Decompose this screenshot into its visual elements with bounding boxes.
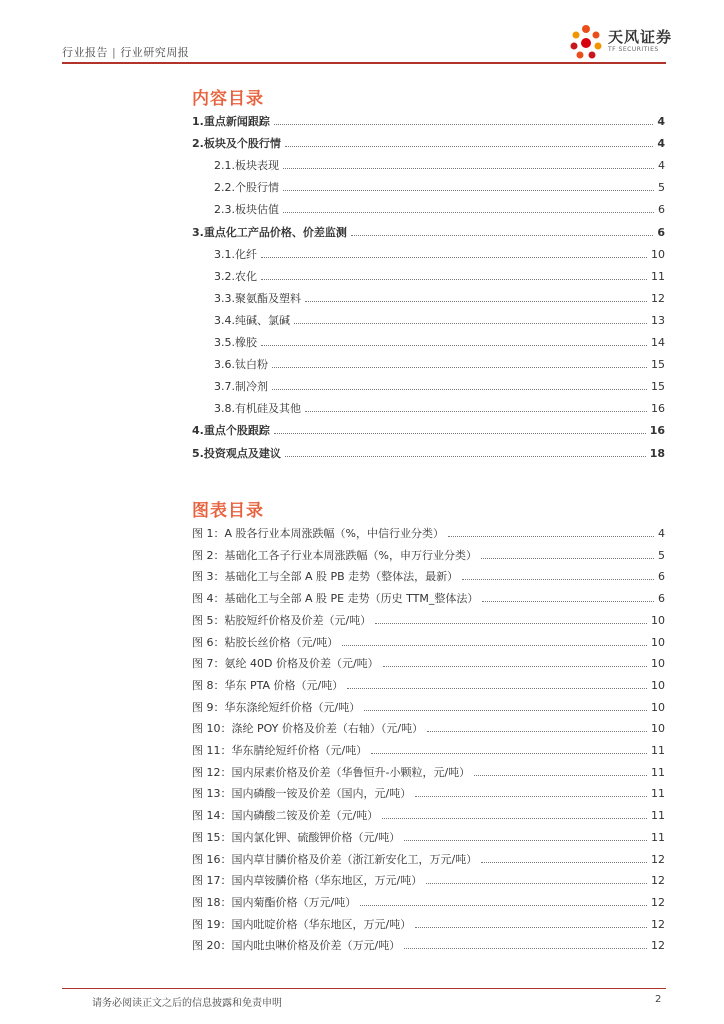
entry-label: 图 13：国内磷酸一铵及价差（国内，元/吨） <box>192 787 412 801</box>
entry-label: 图 8：华东 PTA 价格（元/吨） <box>192 678 344 692</box>
report-category <box>62 44 189 60</box>
dot-leader <box>415 926 647 928</box>
contents-title: 内容目录 <box>192 89 264 109</box>
category-label: 行业报告 <box>62 46 108 59</box>
figure-entry[interactable] <box>192 894 665 908</box>
dot-leader <box>261 278 647 280</box>
entry-page: 11 <box>651 269 665 283</box>
toc-subentry[interactable] <box>214 334 665 348</box>
entry-page: 5 <box>658 181 665 195</box>
brand-logo <box>567 22 677 62</box>
entry-page: 12 <box>651 852 665 866</box>
entry-page: 12 <box>651 895 665 909</box>
entry-label: 图 6：粘胶长丝价格（元/吨） <box>192 635 339 649</box>
entry-page: 4 <box>658 527 665 540</box>
entry-label: 图 17：国内草铵膦价格（华东地区，万元/吨） <box>192 874 423 888</box>
entry-page: 15 <box>651 358 665 372</box>
entry-label: 图 2：基础化工各子行业本周涨跌幅（%，申万行业分类） <box>192 548 477 562</box>
figure-entry[interactable] <box>192 612 665 626</box>
entry-page: 11 <box>651 765 665 779</box>
subcategory-label: 行业研究周报 <box>120 46 190 59</box>
entry-page: 6 <box>657 225 665 239</box>
dot-leader <box>305 410 647 412</box>
toc-subentry[interactable] <box>214 312 665 326</box>
toc-entry[interactable] <box>192 135 665 149</box>
toc-subentry[interactable] <box>214 179 665 193</box>
entry-label: 图 14：国内磷酸二铵及价差（元/吨） <box>192 809 379 823</box>
toc-subentry[interactable] <box>214 356 665 370</box>
dot-leader <box>383 665 647 667</box>
dot-leader <box>360 904 647 906</box>
figure-entry[interactable] <box>192 807 665 821</box>
dot-leader <box>283 189 654 191</box>
entry-label: 3.8.有机硅及其他 <box>214 402 301 416</box>
entry-label: 3.1.化纤 <box>214 247 257 261</box>
figure-entry[interactable] <box>192 525 665 539</box>
dot-leader <box>364 709 647 711</box>
flower-logo-icon <box>567 22 605 60</box>
figure-entry[interactable] <box>192 764 665 778</box>
brand-subtitle: TF SECURITIES <box>608 46 659 53</box>
entry-page: 12 <box>651 874 665 888</box>
dot-leader <box>404 839 647 841</box>
entry-page: 11 <box>651 744 665 757</box>
entry-label: 2.1.板块表现 <box>214 159 279 173</box>
entry-page: 11 <box>651 787 665 801</box>
entry-page: 15 <box>651 380 665 394</box>
entry-page: 10 <box>651 657 665 671</box>
entry-label: 1.重点新闻跟踪 <box>192 115 270 128</box>
entry-label: 3.6.钛白粉 <box>214 358 268 372</box>
entry-page: 12 <box>651 917 665 931</box>
entry-label: 图 10：涤纶 POY 价格及价差（右轴）（元/吨） <box>192 722 424 736</box>
entry-page: 10 <box>651 613 665 627</box>
entry-page: 12 <box>651 939 665 953</box>
dot-leader <box>283 167 654 169</box>
toc-subentry[interactable] <box>214 378 665 392</box>
figure-entry[interactable] <box>192 568 665 582</box>
entry-page: 18 <box>649 446 665 460</box>
entry-page: 10 <box>651 700 665 714</box>
entry-label: 2.2.个股行情 <box>214 181 279 195</box>
figure-entry[interactable] <box>192 655 665 669</box>
dot-leader <box>382 817 647 819</box>
figure-entry[interactable] <box>192 829 665 843</box>
entry-label: 5.投资观点及建议 <box>192 446 281 460</box>
entry-page: 16 <box>651 402 665 416</box>
figure-entry[interactable] <box>192 699 665 713</box>
entry-label: 图 9：华东涤纶短纤价格（元/吨） <box>192 700 361 714</box>
dot-leader <box>426 882 647 884</box>
entry-label: 3.3.聚氨酯及塑料 <box>214 291 301 305</box>
toc-entry[interactable] <box>192 113 665 127</box>
footer-disclaimer: 请务必阅读正文之后的信息披露和免责申明 <box>92 998 282 1009</box>
entry-label: 图 1：A 股各行业本周涨跌幅（%，中信行业分类） <box>192 527 444 540</box>
entry-page: 6 <box>658 592 665 606</box>
dot-leader <box>481 557 654 559</box>
figure-entry[interactable] <box>192 872 665 886</box>
entry-label: 图 18：国内菊酯价格（万元/吨） <box>192 895 357 909</box>
dot-leader <box>474 774 647 776</box>
dot-leader <box>415 795 647 797</box>
dot-leader <box>285 455 646 457</box>
toc-entry[interactable] <box>192 422 665 436</box>
header-divider <box>62 62 666 64</box>
entry-page: 10 <box>651 722 665 736</box>
dot-leader <box>427 730 647 732</box>
toc-subentry[interactable] <box>214 268 665 282</box>
entry-label: 2.3.板块估值 <box>214 203 279 217</box>
figure-entry[interactable] <box>192 851 665 865</box>
toc-subentry[interactable] <box>214 246 665 260</box>
dot-leader <box>351 234 654 236</box>
toc-subentry[interactable] <box>214 290 665 304</box>
dot-leader <box>371 752 647 754</box>
toc-subentry[interactable] <box>214 157 665 171</box>
entry-label: 图 7：氨纶 40D 价格及价差（元/吨） <box>192 657 379 671</box>
figure-entry[interactable] <box>192 742 665 756</box>
dot-leader <box>261 344 647 346</box>
dot-leader <box>375 622 647 624</box>
figure-entry[interactable] <box>192 720 665 734</box>
dot-leader <box>305 300 647 302</box>
toc-entry[interactable] <box>192 445 665 459</box>
figure-entry[interactable] <box>192 634 665 648</box>
dot-leader <box>294 322 647 324</box>
dot-leader <box>283 211 654 213</box>
category-separator: | <box>112 46 117 59</box>
entry-page: 11 <box>651 830 665 844</box>
footer-divider <box>62 988 666 989</box>
entry-label: 3.5.橡胶 <box>214 336 257 349</box>
dot-leader <box>448 535 654 537</box>
entry-label: 4.重点个股跟踪 <box>192 424 270 438</box>
entry-page: 11 <box>651 809 665 823</box>
dot-leader <box>404 947 647 949</box>
entry-page: 10 <box>651 678 665 692</box>
entry-label: 图 11：华东腈纶短纤价格（元/吨） <box>192 744 368 757</box>
toc-subentry[interactable] <box>214 400 665 414</box>
entry-label: 图 15：国内氯化钾、硫酸钾价格（元/吨） <box>192 830 401 844</box>
dot-leader <box>274 123 654 125</box>
dot-leader <box>261 256 647 258</box>
entry-label: 3.4.纯碱、氯碱 <box>214 313 290 327</box>
dot-leader <box>342 644 647 646</box>
dot-leader <box>462 578 654 580</box>
entry-page: 6 <box>658 203 665 217</box>
figure-entry[interactable] <box>192 547 665 561</box>
entry-page: 12 <box>651 291 665 305</box>
entry-page: 5 <box>658 548 665 562</box>
entry-label: 图 19：国内吡啶价格（华东地区，万元/吨） <box>192 917 412 931</box>
entry-label: 图 4：基础化工与全部 A 股 PE 走势（历史 TTM_整体法） <box>192 592 479 606</box>
entry-page: 10 <box>651 247 665 261</box>
entry-label: 图 3：基础化工与全部 A 股 PB 走势（整体法，最新） <box>192 570 459 584</box>
dot-leader <box>272 388 647 390</box>
dot-leader <box>481 861 647 863</box>
entry-label: 图 16：国内草甘膦价格及价差（浙江新安化工，万元/吨） <box>192 852 478 866</box>
figure-entry[interactable] <box>192 937 665 951</box>
entry-page: 13 <box>651 313 665 327</box>
entry-page: 14 <box>651 336 665 349</box>
toc-entry[interactable] <box>192 224 665 238</box>
figure-entry[interactable] <box>192 916 665 930</box>
toc-subentry[interactable] <box>214 201 665 215</box>
entry-label: 2.板块及个股行情 <box>192 137 281 151</box>
brand-name: 天风证券 <box>608 28 673 46</box>
entry-label: 3.7.制冷剂 <box>214 380 268 394</box>
entry-label: 图 12：国内尿素价格及价差（华鲁恒升-小颗粒，元/吨） <box>192 765 471 779</box>
figure-entry[interactable] <box>192 590 665 604</box>
entry-page: 16 <box>649 424 665 438</box>
dot-leader <box>285 145 654 147</box>
entry-label: 3.2.农化 <box>214 269 257 283</box>
entry-page: 4 <box>658 159 665 173</box>
figures-title: 图表目录 <box>192 501 264 521</box>
entry-page: 10 <box>651 635 665 649</box>
entry-label: 图 5：粘胶短纤价格及价差（元/吨） <box>192 613 372 627</box>
page-number: 2 <box>655 994 662 1005</box>
dot-leader <box>482 600 654 602</box>
entry-label: 图 20：国内吡虫啉价格及价差（万元/吨） <box>192 939 401 953</box>
entry-page: 4 <box>657 137 665 151</box>
figure-entry[interactable] <box>192 677 665 691</box>
figure-entry[interactable] <box>192 785 665 799</box>
entry-label: 3.重点化工产品价格、价差监测 <box>192 225 347 239</box>
dot-leader <box>272 366 647 368</box>
entry-page: 4 <box>657 115 665 128</box>
dot-leader <box>274 432 646 434</box>
entry-page: 6 <box>658 570 665 584</box>
dot-leader <box>347 687 647 689</box>
